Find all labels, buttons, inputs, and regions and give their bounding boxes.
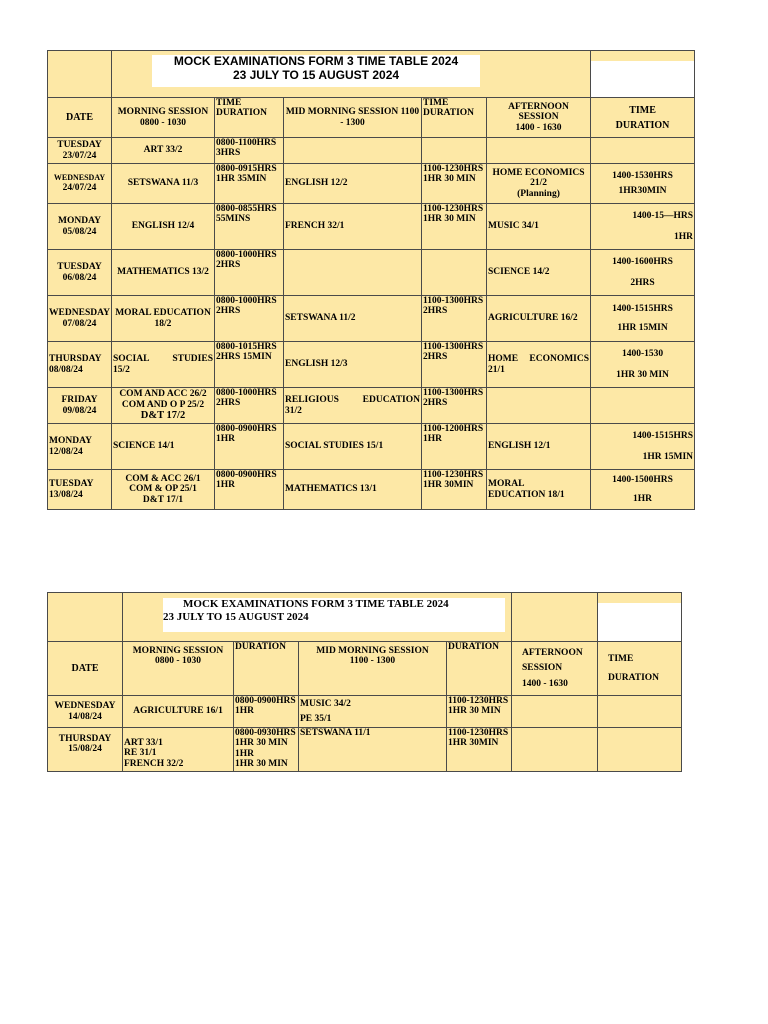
table-row: [48, 424, 695, 470]
mid-time-cell: 1100-1300HRS 2HRS: [422, 296, 487, 342]
title-line-1: MOCK EXAMINATIONS FORM 3 TIME TABLE 2024: [173, 54, 459, 68]
mid-cell: SETSWANA 11/1: [299, 728, 447, 772]
header-row: [48, 98, 695, 138]
corner-cell: [48, 51, 112, 98]
mid-time-cell: 1100-1230HRS 1HR 30MIN: [447, 728, 512, 772]
afternoon-cell: [512, 696, 598, 728]
header-row: [48, 642, 682, 696]
morning-time-cell: 0800-0900HRS 1HR: [234, 696, 299, 728]
table-row: [48, 138, 695, 164]
morning-time-cell: 0800-1000HRS 2HRS: [215, 250, 284, 296]
table-row: [48, 296, 695, 342]
header-time-duration: TIME DURATION: [598, 642, 682, 696]
mid-time-cell: 1100-1230HRS 1HR 30 MIN: [447, 696, 512, 728]
date-cell: MONDAY 12/08/24: [48, 424, 112, 470]
table-row: [48, 342, 695, 388]
mid-cell: RELIGIOUS EDUCATION 31/2: [284, 388, 422, 424]
afternoon-cell: MUSIC 34/1: [487, 204, 591, 250]
header-date: DATE: [48, 642, 123, 696]
morning-cell: SCIENCE 14/1: [112, 424, 215, 470]
afternoon-time-cell: 1400-15—HRS 1HR: [591, 204, 695, 250]
header-mid-morning: MID MORNING SESSION 1100 - 1300: [284, 98, 422, 138]
morning-time-cell: 0800-1000HRS 2HRS: [215, 388, 284, 424]
date-cell: FRIDAY 09/08/24: [48, 388, 112, 424]
date-cell: TUESDAY 06/08/24: [48, 250, 112, 296]
morning-cell: MORAL EDUCATION 18/2: [112, 296, 215, 342]
morning-time-cell: 0800-0900HRS 1HR: [215, 424, 284, 470]
mid-cell: FRENCH 32/1: [284, 204, 422, 250]
timetable-second: [47, 592, 682, 772]
morning-cell: COM AND ACC 26/2 COM AND O P 25/2 D&T 17/2: [112, 388, 215, 424]
mid-cell: ENGLISH 12/2: [284, 164, 422, 204]
mid-cell: [284, 250, 422, 296]
morning-cell: COM & ACC 26/1 COM & OP 25/1 D&T 17/1: [112, 470, 215, 510]
date-cell: WEDNESDAY 24/07/24: [48, 164, 112, 204]
afternoon-time-cell: 1400-1515HRS 1HR 15MIN: [591, 296, 695, 342]
afternoon-time-cell: [598, 728, 682, 772]
title-cell-right: [512, 593, 598, 642]
title-right-cell: [591, 51, 695, 98]
title-line-2: 23 JULY TO 15 AUGUST 2024: [163, 610, 309, 623]
table-row: [48, 164, 695, 204]
table-row: [48, 470, 695, 510]
afternoon-time-cell: [591, 138, 695, 164]
afternoon-cell: [487, 388, 591, 424]
date-cell: THURSDAY 15/08/24: [48, 728, 123, 772]
morning-cell: ART 33/2: [112, 138, 215, 164]
afternoon-cell: [512, 728, 598, 772]
timetable-title: [163, 598, 505, 632]
morning-time-cell: 0800-0930HRS 1HR 30 MIN 1HR 1HR 30 MIN: [234, 728, 299, 772]
date-cell: MONDAY 05/08/24: [48, 204, 112, 250]
morning-time-cell: 0800-1000HRS 2HRS: [215, 296, 284, 342]
afternoon-cell: HOME ECONOMICS 21/2 (Planning): [487, 164, 591, 204]
morning-cell: AGRICULTURE 16/1: [123, 696, 234, 728]
afternoon-time-cell: [591, 388, 695, 424]
afternoon-cell: [487, 138, 591, 164]
mid-time-cell: 1100-1300HRS 2HRS: [422, 388, 487, 424]
morning-cell: ART 33/1 RE 31/1 FRENCH 32/2: [123, 728, 234, 772]
header-time-duration-2: TIME DURATION: [422, 98, 487, 138]
afternoon-time-cell: 1400-1530 1HR 30 MIN: [591, 342, 695, 388]
date-cell: WEDNESDAY 07/08/24: [48, 296, 112, 342]
mid-time-cell: 1100-1230HRS 1HR 30MIN: [422, 470, 487, 510]
title-cell: [123, 593, 512, 642]
title-right-cell: [598, 593, 682, 642]
header-mid-morning: MID MORNING SESSION 1100 - 1300: [299, 642, 447, 696]
header-time-duration-1: TIME DURATION: [215, 98, 284, 138]
morning-time-cell: 0800-1015HRS 2HRS 15MIN: [215, 342, 284, 388]
mid-cell: MATHEMATICS 13/1: [284, 470, 422, 510]
timetable-title: [152, 55, 480, 87]
afternoon-cell: MORAL EDUCATION 18/1: [487, 470, 591, 510]
mid-cell: [284, 138, 422, 164]
date-cell: THURSDAY 08/08/24: [48, 342, 112, 388]
mid-time-cell: 1100-1230HRS 1HR 30 MIN: [422, 164, 487, 204]
corner-cell: [48, 593, 123, 642]
afternoon-time-cell: 1400-1515HRS 1HR 15MIN: [591, 424, 695, 470]
mid-cell: SOCIAL STUDIES 15/1: [284, 424, 422, 470]
date-cell: WEDNESDAY 14/08/24: [48, 696, 123, 728]
morning-cell: MATHEMATICS 13/2: [112, 250, 215, 296]
header-duration-1: DURATION: [234, 642, 299, 696]
header-morning: MORNING SESSION 0800 - 1030: [112, 98, 215, 138]
table-row: [48, 250, 695, 296]
mid-time-cell: [422, 250, 487, 296]
morning-time-cell: 0800-0900HRS 1HR: [215, 470, 284, 510]
header-date: DATE: [48, 98, 112, 138]
mid-cell: SETSWANA 11/2: [284, 296, 422, 342]
title-line-2: 23 JULY TO 15 AUGUST 2024: [232, 67, 400, 82]
timetable-main: [47, 50, 695, 510]
afternoon-cell: HOME ECONOMICS 21/1: [487, 342, 591, 388]
table-row: [48, 696, 682, 728]
mid-time-cell: 1100-1200HRS 1HR: [422, 424, 487, 470]
header-afternoon: AFTERNOON SESSION 1400 - 1630: [512, 642, 598, 696]
mid-cell: ENGLISH 12/3: [284, 342, 422, 388]
morning-cell: SETSWANA 11/3: [112, 164, 215, 204]
mid-time-cell: 1100-1300HRS 2HRS: [422, 342, 487, 388]
morning-cell: ENGLISH 12/4: [112, 204, 215, 250]
mid-time-cell: 1100-1230HRS 1HR 30 MIN: [422, 204, 487, 250]
date-cell: TUESDAY 13/08/24: [48, 470, 112, 510]
table-row: [48, 204, 695, 250]
afternoon-time-cell: [598, 696, 682, 728]
table-row: [48, 388, 695, 424]
header-time-duration-3: TIME DURATION: [591, 98, 695, 138]
table-row: [48, 728, 682, 772]
afternoon-time-cell: 1400-1500HRS 1HR: [591, 470, 695, 510]
afternoon-cell: ENGLISH 12/1: [487, 424, 591, 470]
morning-cell: SOCIAL STUDIES 15/2: [112, 342, 215, 388]
afternoon-cell: SCIENCE 14/2: [487, 250, 591, 296]
morning-time-cell: 0800-0855HRS 55MINS: [215, 204, 284, 250]
afternoon-cell: AGRICULTURE 16/2: [487, 296, 591, 342]
title-line-1: MOCK EXAMINATIONS FORM 3 TIME TABLE 2024: [183, 598, 449, 610]
mid-cell: MUSIC 34/2 PE 35/1: [299, 696, 447, 728]
title-cell: [112, 51, 591, 98]
afternoon-time-cell: 1400-1530HRS 1HR30MIN: [591, 164, 695, 204]
morning-time-cell: 0800-0915HRS 1HR 35MIN: [215, 164, 284, 204]
date-cell: TUESDAY 23/07/24: [48, 138, 112, 164]
afternoon-time-cell: 1400-1600HRS 2HRS: [591, 250, 695, 296]
mid-time-cell: [422, 138, 487, 164]
header-morning: MORNING SESSION 0800 - 1030: [123, 642, 234, 696]
header-duration-2: DURATION: [447, 642, 512, 696]
morning-time-cell: 0800-1100HRS 3HRS: [215, 138, 284, 164]
header-afternoon: AFTERNOON SESSION 1400 - 1630: [487, 98, 591, 138]
